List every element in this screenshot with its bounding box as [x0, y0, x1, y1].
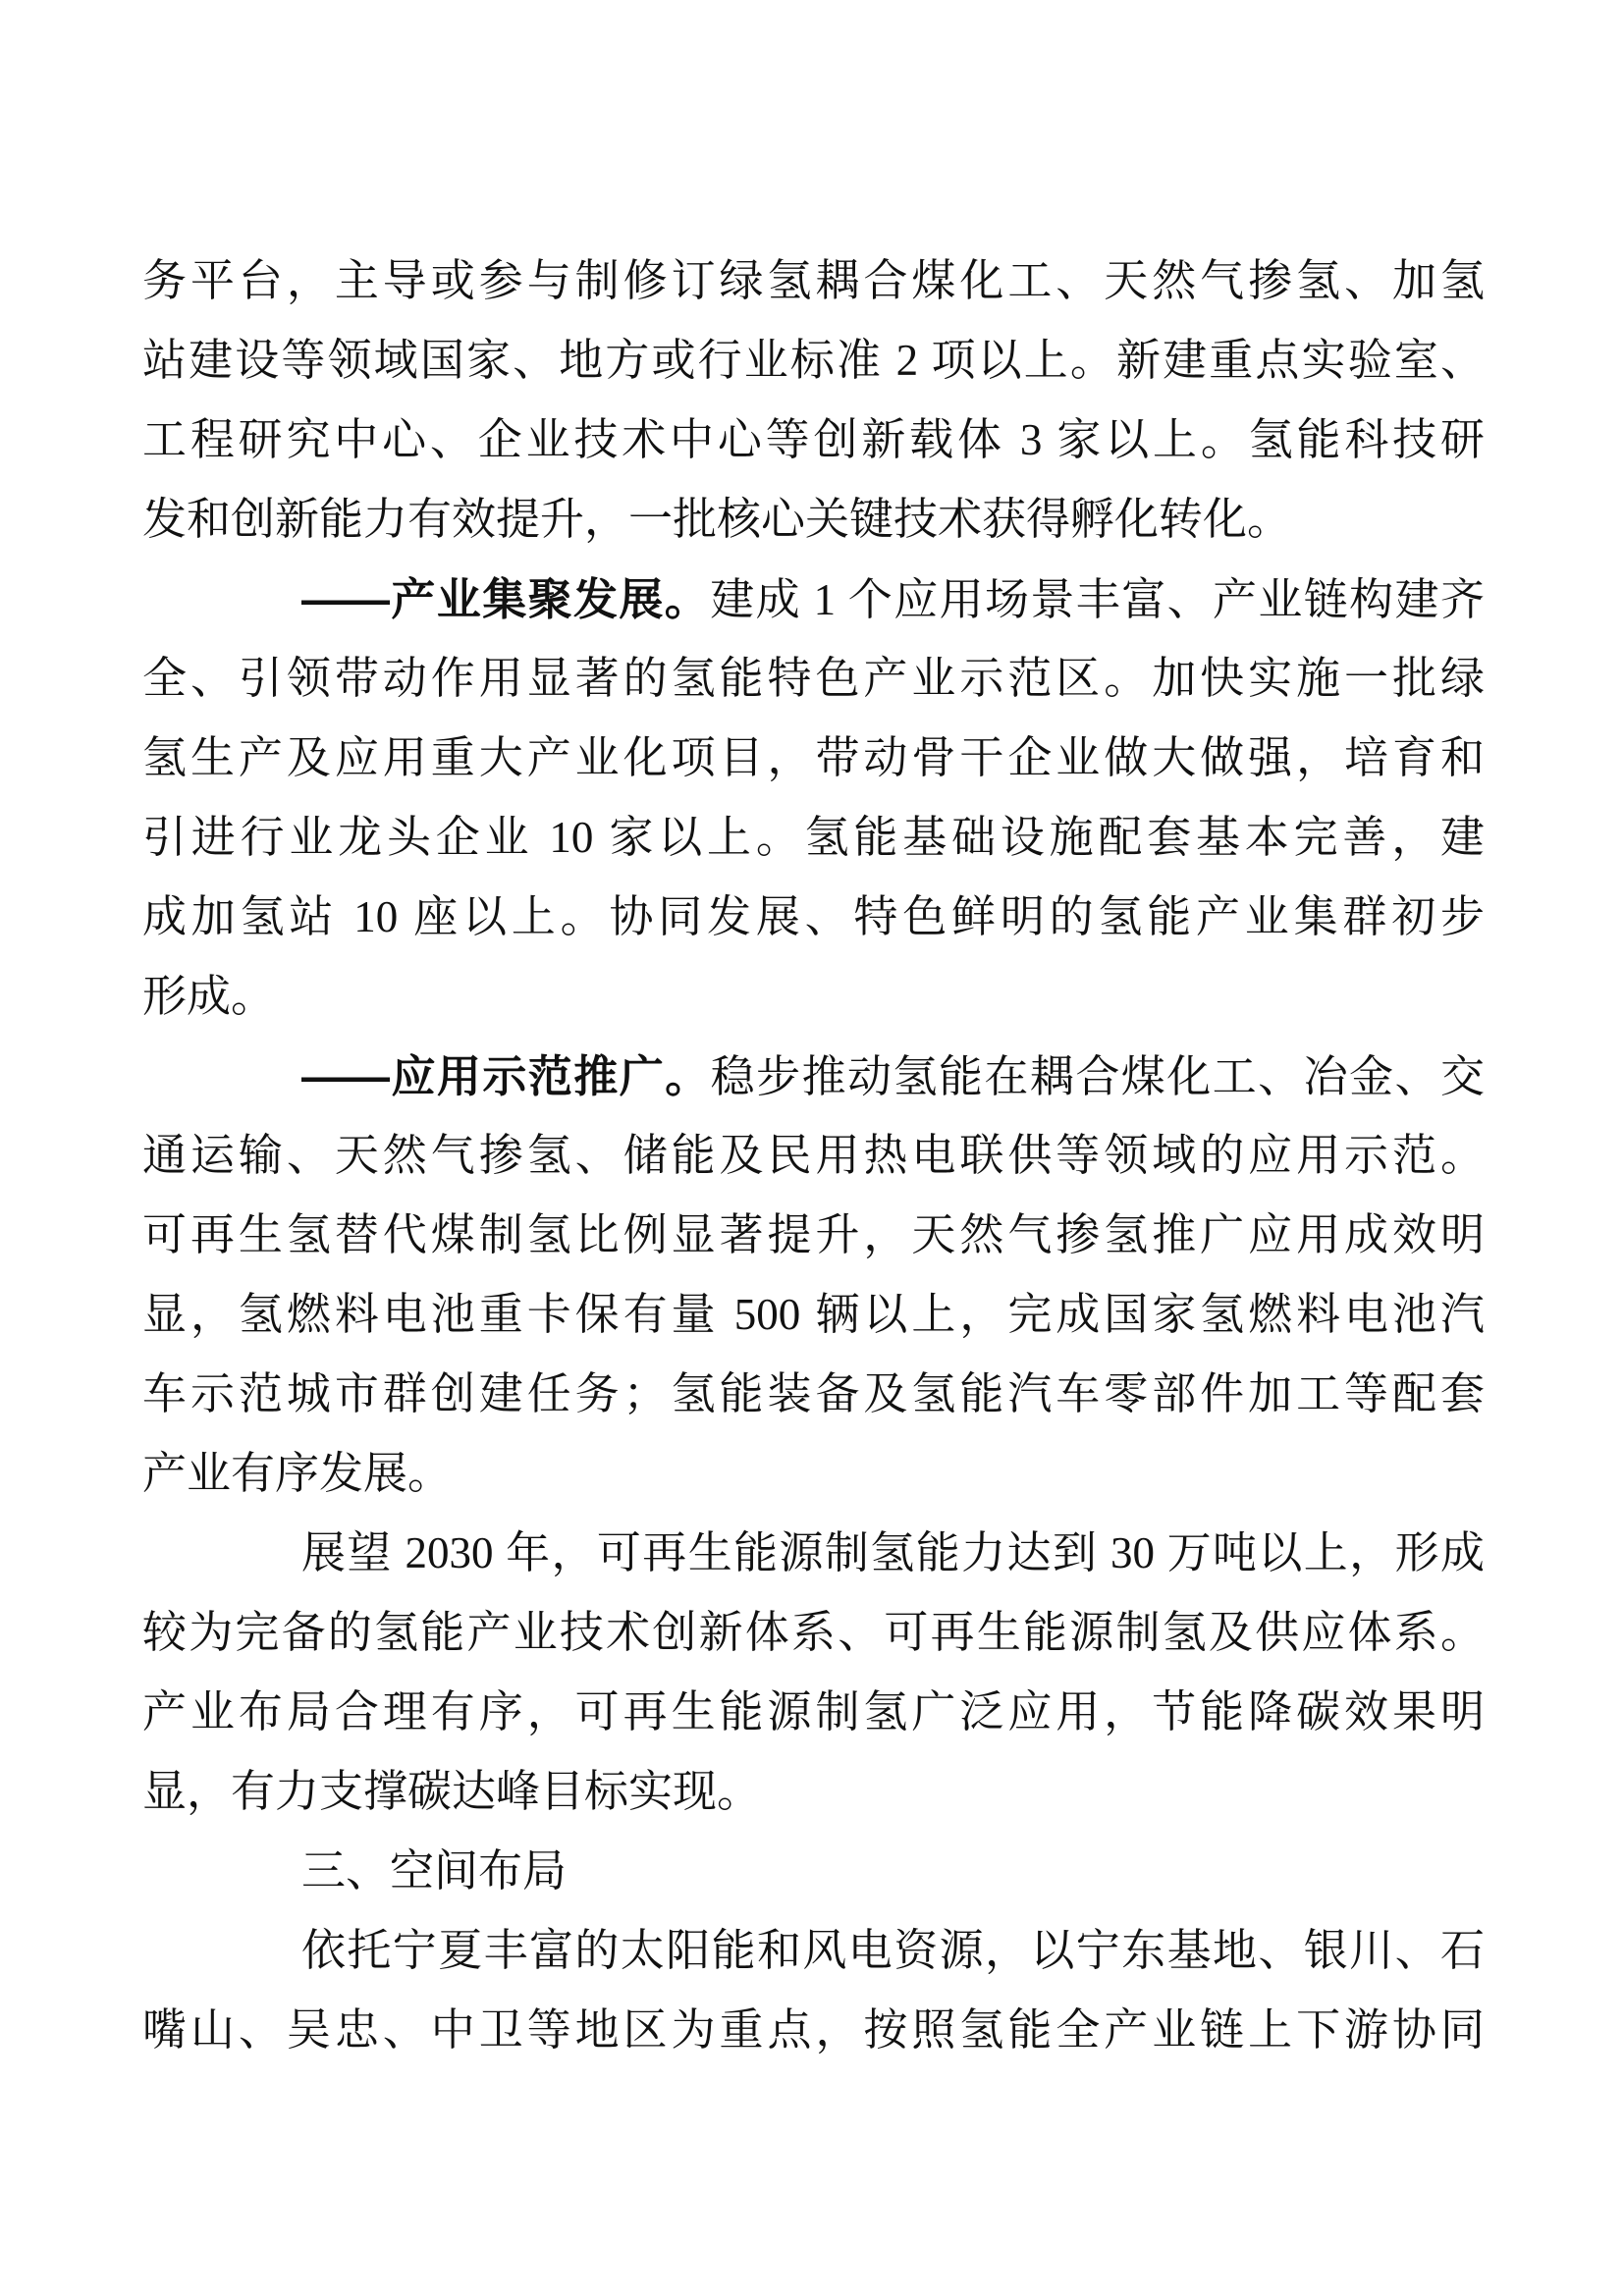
- text-line: [142, 1037, 1485, 1116]
- text-segment: 可再生氢替代煤制氢比例显著提升，天然气掺氢推广应用成效明: [142, 1210, 1485, 1259]
- text-segment: 工程研究中心、企业技术中心等创新载体 3 家以上。氢能科技研: [142, 415, 1485, 464]
- text-line: [142, 241, 1485, 321]
- text-segment: 全、引领带动作用显著的氢能特色产业示范区。加快实施一批绿: [142, 654, 1485, 703]
- text-line: [142, 1752, 1485, 1832]
- text-line: [142, 639, 1485, 719]
- text-line: [142, 321, 1485, 400]
- bold-lead-segment: ——应用示范推广。: [301, 1051, 711, 1101]
- text-line: [142, 1593, 1485, 1673]
- text-segment: 发和创新能力有效提升，一批核心关键技术获得孵化转化。: [142, 495, 1292, 544]
- text-segment: 显，有力支撑碳达峰目标实现。: [142, 1767, 762, 1816]
- text-segment: 通运输、天然气掺氢、储能及民用热电联供等领域的应用示范。: [142, 1131, 1485, 1180]
- text-segment: 展望 2030 年，可再生能源制氢能力达到 30 万吨以上，形成: [301, 1528, 1485, 1577]
- text-segment: 形成。: [142, 972, 276, 1021]
- text-line: [142, 560, 1485, 639]
- text-segment: 务平台，主导或参与制修订绿氢耦合煤化工、天然气掺氢、加氢: [142, 256, 1485, 305]
- text-segment: 较为完备的氢能产业技术创新体系、可再生能源制氢及供应体系。: [142, 1608, 1485, 1657]
- paragraph-industry-cluster: [142, 560, 1485, 1037]
- text-line: [142, 400, 1485, 480]
- text-line: [142, 1434, 1485, 1514]
- text-segment: 引进行业龙头企业 10 家以上。氢能基础设施配套基本完善，建: [142, 813, 1485, 862]
- text-segment: 站建设等领域国家、地方或行业标准 2 项以上。新建重点实验室、: [142, 336, 1485, 385]
- text-segment: 成加氢站 10 座以上。协同发展、特色鲜明的氢能产业集群初步: [142, 892, 1485, 941]
- text-line: [142, 719, 1485, 798]
- text-line: [142, 1832, 1485, 1911]
- text-segment: 产业有序发展。: [142, 1449, 453, 1498]
- text-segment: 显，氢燃料电池重卡保有量 500 辆以上，完成国家氢燃料电池汽: [142, 1290, 1485, 1339]
- paragraph-application-demonstration: [142, 1037, 1485, 1514]
- heading-section-three-spatial-layout: [142, 1832, 1485, 1911]
- text-segment: 依托宁夏丰富的太阳能和风电资源，以宁东基地、银川、石: [301, 1926, 1485, 1975]
- paragraph-outlook-2030: [142, 1514, 1485, 1832]
- text-line: [142, 878, 1485, 957]
- text-line: [142, 1275, 1485, 1355]
- text-line: [142, 1514, 1485, 1593]
- text-segment: 三、空间布局: [301, 1846, 568, 1896]
- text-line: [142, 1673, 1485, 1752]
- text-line: [142, 1196, 1485, 1275]
- text-segment: 稳步推动氢能在耦合煤化工、冶金、交: [710, 1052, 1485, 1101]
- text-segment: 产业布局合理有序，可再生能源制氢广泛应用，节能降碳效果明: [142, 1687, 1485, 1736]
- document-body: [142, 241, 1485, 2070]
- text-line: [142, 1911, 1485, 1991]
- text-line: [142, 1355, 1485, 1434]
- text-line: [142, 798, 1485, 878]
- text-segment: 氢生产及应用重大产业化项目，带动骨干企业做大做强，培育和: [142, 733, 1485, 782]
- text-line: [142, 957, 1485, 1037]
- text-segment: 车示范城市群创建任务；氢能装备及氢能汽车零部件加工等配套: [142, 1369, 1485, 1418]
- paragraph-spatial-layout-intro: [142, 1911, 1485, 2070]
- text-line: [142, 1116, 1485, 1196]
- text-segment: 建成 1 个应用场景丰富、产业链构建齐: [710, 575, 1485, 624]
- text-line: [142, 480, 1485, 560]
- paragraph-continuation-innovation: [142, 241, 1485, 560]
- bold-lead-segment: ——产业集聚发展。: [301, 574, 711, 624]
- text-line: [142, 1991, 1485, 2070]
- text-segment: 嘴山、吴忠、中卫等地区为重点，按照氢能全产业链上下游协同: [142, 2005, 1485, 2055]
